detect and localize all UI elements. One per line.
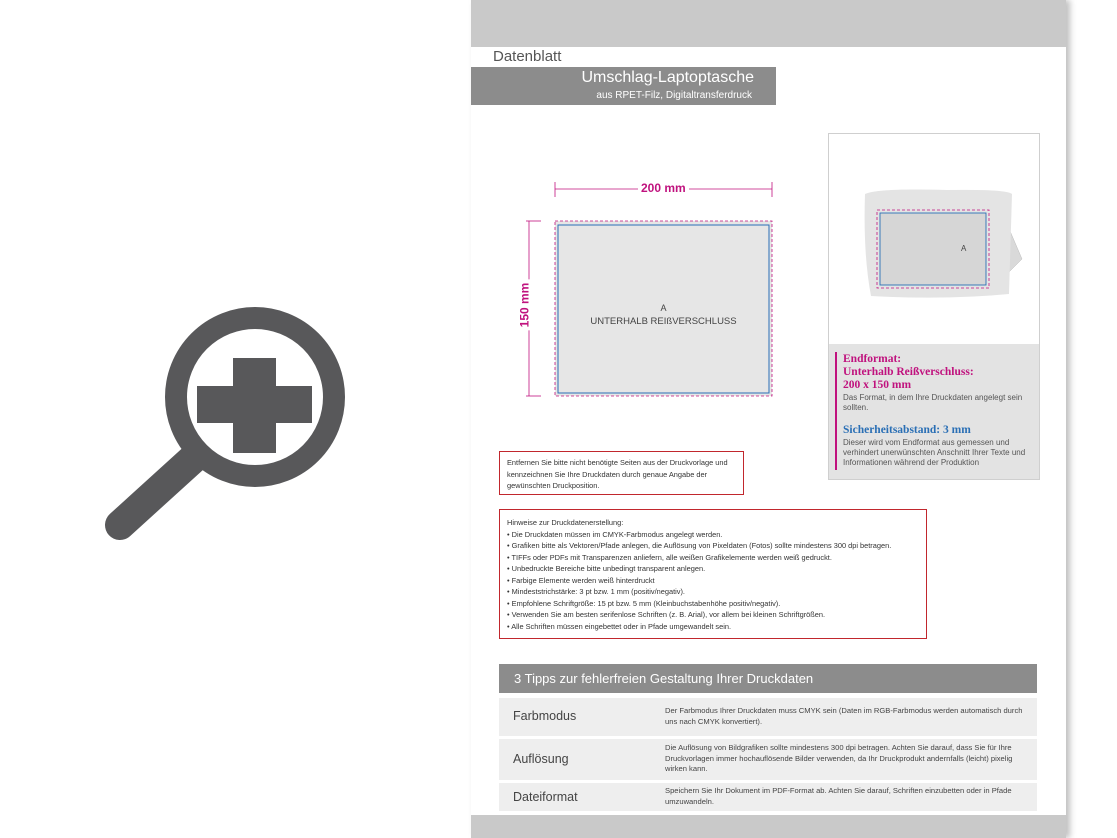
product-illustration bbox=[857, 184, 1032, 304]
hint-item: • Verwenden Sie am besten serifenlose Schriften (z. B. Arial), vor allem bei kleinen Schriftgrößen. bbox=[507, 610, 826, 619]
preview-area-letter: A bbox=[961, 244, 967, 253]
endformat-size: 200 x 150 mm bbox=[843, 379, 912, 391]
width-dimension-label: 200 mm bbox=[638, 181, 689, 195]
tips-row-text: Der Farbmodus Ihrer Druckdaten muss CMYK sein (Daten im RGB-Farbmodus werden automatisch durch uns nach CMYK konvertiert). bbox=[665, 706, 1023, 726]
hint-item: • Unbedruckte Bereiche bitte unbedingt transparent anlegen. bbox=[507, 564, 706, 573]
hint-item: • Alle Schriften müssen eingebettet oder in Pfade umgewandelt sein. bbox=[507, 621, 732, 631]
tips-heading: 3 Tipps zur fehlerfreien Gestaltung Ihrer Druckdaten bbox=[499, 664, 1037, 693]
safety-margin-description: Dieser wird vom Endformat aus gemessen und verhindert unerwünschten Anschnitt Ihrer Texte und Informationen während der Produktion bbox=[843, 438, 1026, 467]
safety-margin-title: Sicherheitsabstand: 3 mm bbox=[843, 424, 971, 436]
height-dimension-label: 150 mm bbox=[517, 280, 531, 331]
tips-row-label: Farbmodus bbox=[513, 709, 577, 723]
area-position-label: UNTERHALB REIßVERSCHLUSS bbox=[590, 316, 737, 327]
hint-item: • TIFFs oder PDFs mit Transparenzen anliefern, alle weißen Grafikelemente werden weiß gedruckt. bbox=[507, 552, 832, 562]
header-band bbox=[471, 0, 1066, 47]
tips-row-label: Dateiformat bbox=[513, 790, 578, 804]
title-bar bbox=[471, 67, 776, 105]
print-data-hints bbox=[499, 509, 927, 639]
datasheet-tab: Datenblatt bbox=[471, 47, 590, 67]
print-area-drawing bbox=[517, 175, 781, 405]
remove-pages-note-text: Entfernen Sie bitte nicht benötigte Seiten aus der Druckvorlage und kennzeichnen Sie Ihre Druckdaten durch genaue Angabe der gewünschten Druckposition. bbox=[507, 458, 728, 490]
hint-item: • Mindeststrichstärke: 3 pt bzw. 1 mm (positiv/negativ). bbox=[507, 587, 685, 596]
tips-row-text: Speichern Sie Ihr Dokument im PDF-Format ab. Achten Sie darauf, Schriften einzubetten oder in Pfade umzuwandeln. bbox=[665, 786, 1012, 806]
hints-heading: Hinweise zur Druckdatenerstellung: bbox=[507, 518, 624, 527]
hint-item: • Farbige Elemente werden weiß hinterdruckt bbox=[507, 575, 655, 585]
tips-row-file-format bbox=[499, 783, 1037, 811]
datasheet-page bbox=[471, 0, 1066, 838]
remove-pages-note bbox=[499, 451, 744, 495]
legend-divider bbox=[835, 352, 837, 470]
product-title: Umschlag-Laptoptasche bbox=[581, 69, 754, 86]
product-preview-panel bbox=[828, 133, 1040, 480]
product-subtitle: aus RPET-Filz, Digitaltransferdruck bbox=[596, 90, 752, 101]
area-letter: A bbox=[660, 303, 667, 313]
zoom-in-icon[interactable] bbox=[100, 300, 360, 550]
tips-row-label: Auflösung bbox=[513, 752, 569, 766]
hint-item: • Grafiken bitte als Vektoren/Pfade anlegen, die Auflösung von Pixeldaten (Fotos) sollte mindestens 300 dpi betragen. bbox=[507, 541, 892, 550]
tips-row-resolution bbox=[499, 739, 1037, 780]
hint-item: • Die Druckdaten müssen im CMYK-Farbmodus angelegt werden. bbox=[507, 529, 723, 539]
legend-box bbox=[829, 344, 1039, 479]
hint-item: • Empfohlene Schriftgröße: 15 pt bzw. 5 mm (Kleinbuchstabenhöhe positiv/negativ). bbox=[507, 598, 781, 608]
tips-row-text: Die Auflösung von Bildgrafiken sollte mindestens 300 dpi betragen. Achten Sie darauf, dass Sie für Ihre Druckvorlagen immer hochauflösende Bilder verwenden, da Ihr Druckprodukt andernfalls (leicht) pixelig wirken kann. bbox=[665, 743, 1013, 773]
endformat-position: Unterhalb Reißverschluss: bbox=[843, 366, 974, 378]
endformat-title: Endformat: bbox=[843, 353, 902, 365]
endformat-description: Das Format, in dem Ihre Druckdaten angelegt sein sollten. bbox=[843, 393, 1023, 412]
footer-band bbox=[471, 815, 1066, 838]
tips-row-color-mode bbox=[499, 698, 1037, 736]
